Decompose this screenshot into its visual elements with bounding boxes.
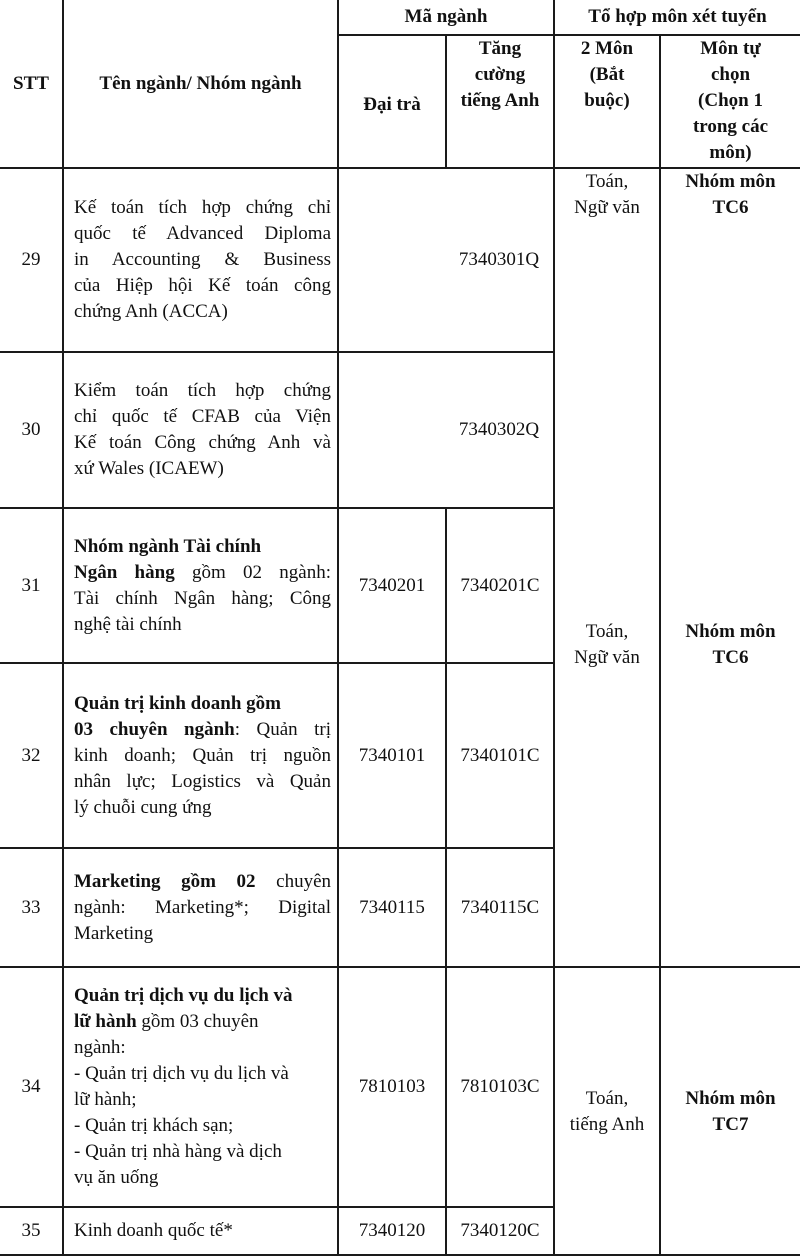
header-name-label: Tên ngành/ Nhóm ngành bbox=[99, 72, 302, 94]
program-name-line bbox=[74, 560, 331, 586]
header-ma-nganh bbox=[339, 0, 553, 34]
subject-line: TC6 bbox=[712, 197, 749, 218]
program-name-bold: Quản trị kinh doanh gồm bbox=[74, 692, 281, 714]
code-dai-tra: 7340101 bbox=[358, 744, 426, 766]
row-35-dai-tra bbox=[339, 1208, 445, 1254]
program-name-line: nhân lực; Logistics và Quản bbox=[74, 770, 331, 792]
row-33-tang-cuong bbox=[447, 849, 553, 966]
program-name-line bbox=[74, 717, 331, 743]
header-tang-cuong-line: cường bbox=[474, 64, 526, 85]
code-tang-cuong: 7340302Q bbox=[458, 419, 540, 440]
program-name-line: - Quản trị dịch vụ du lịch và bbox=[74, 1063, 289, 1084]
program-name-line: Tài chính Ngân hàng; Công bbox=[74, 587, 331, 609]
row-33-stt bbox=[0, 849, 62, 966]
row-31-stt bbox=[0, 509, 62, 662]
subject-line: Toán, bbox=[585, 621, 629, 642]
program-name-line bbox=[74, 534, 331, 560]
header-hai-mon-line: 2 Môn bbox=[580, 38, 634, 59]
subject-required-group bbox=[555, 1082, 659, 1142]
stt-value: 31 bbox=[21, 574, 41, 596]
header-dai-tra bbox=[339, 36, 445, 167]
program-name-text: : Quản trị bbox=[234, 718, 331, 740]
program-name-line: Kinh doanh quốc tế* bbox=[74, 1220, 233, 1241]
subject-line: Nhóm môn bbox=[685, 171, 776, 192]
row-30-name bbox=[64, 353, 337, 507]
stt-value: 32 bbox=[21, 744, 41, 766]
header-name bbox=[64, 0, 337, 167]
header-tu-chon-line: (Chọn 1 bbox=[698, 90, 763, 111]
code-tang-cuong: 7810103C bbox=[460, 1076, 540, 1097]
subject-line: Nhóm môn bbox=[685, 1088, 776, 1109]
subject-line: tiếng Anh bbox=[569, 1114, 645, 1135]
subject-line: Nhóm môn bbox=[685, 621, 776, 642]
subject-required-group bbox=[555, 615, 659, 675]
subject-line: TC7 bbox=[712, 1114, 749, 1135]
program-name-line: xứ Wales (ICAEW) bbox=[74, 458, 224, 479]
header-tang-cuong-line: Tăng bbox=[478, 38, 522, 59]
subject-line: Ngữ văn bbox=[574, 197, 640, 218]
row-32-tang-cuong bbox=[447, 664, 553, 847]
program-name-bold: Quản trị dịch vụ du lịch và bbox=[74, 985, 293, 1006]
code-tang-cuong: 7340115C bbox=[460, 896, 540, 918]
header-dai-tra-label: Đại trà bbox=[363, 93, 421, 115]
subject-line: Toán, bbox=[585, 1088, 629, 1109]
code-dai-tra: 7340115 bbox=[359, 896, 425, 918]
subject-line: Toán, bbox=[585, 171, 629, 192]
row-32-name bbox=[64, 664, 337, 847]
row-34-tang-cuong bbox=[447, 968, 553, 1206]
row-35-name bbox=[64, 1208, 337, 1254]
row-34-name bbox=[64, 968, 337, 1206]
program-name-line bbox=[74, 691, 331, 717]
header-to-hop bbox=[555, 0, 800, 34]
program-name-bold: 03 chuyên ngành bbox=[74, 718, 235, 740]
code-tang-cuong: 7340301Q bbox=[458, 249, 540, 270]
program-name-line: - Quản trị khách sạn; bbox=[74, 1115, 234, 1136]
subject-line: Ngữ văn bbox=[574, 647, 640, 668]
subject-optional-group bbox=[661, 169, 800, 229]
program-name-line: của Hiệp hội Kế toán công bbox=[74, 275, 331, 296]
program-name-line: quốc tế Advanced Diploma bbox=[74, 223, 331, 244]
program-name-line: kinh doanh; Quản trị nguồn bbox=[74, 744, 331, 766]
row-29-tang-cuong bbox=[339, 169, 553, 351]
subject-required-group bbox=[555, 169, 659, 229]
program-name-bold: Ngân hàng bbox=[74, 561, 175, 583]
program-name-line bbox=[74, 869, 331, 895]
table-border bbox=[0, 1254, 800, 1256]
program-name-line bbox=[74, 983, 331, 1009]
header-hai-mon-line: buộc) bbox=[584, 90, 630, 111]
row-33-name bbox=[64, 849, 337, 966]
header-tu-chon-line: Môn tự bbox=[700, 38, 761, 59]
row-35-tang-cuong bbox=[447, 1208, 553, 1254]
program-name-text: gồm 03 chuyên bbox=[136, 1011, 259, 1032]
subject-optional-group bbox=[661, 615, 800, 675]
header-stt bbox=[0, 0, 62, 167]
program-name-line: in Accounting & Business bbox=[74, 249, 331, 270]
program-name-line: Kế toán Công chứng Anh và bbox=[74, 432, 331, 453]
code-tang-cuong: 7340101C bbox=[460, 744, 540, 766]
header-tu-chon bbox=[661, 36, 800, 167]
header-ma-nganh-label: Mã ngành bbox=[404, 6, 488, 27]
stt-value: 34 bbox=[21, 1076, 41, 1097]
header-tang-cuong-line: tiếng Anh bbox=[460, 90, 540, 111]
stt-value: 30 bbox=[21, 419, 41, 440]
header-tu-chon-line: chọn bbox=[710, 64, 751, 85]
program-name-line: ngành: Marketing*; Digital bbox=[74, 896, 331, 918]
row-30-tang-cuong bbox=[339, 353, 553, 507]
program-name-line: ngành: bbox=[74, 1037, 126, 1058]
row-31-name bbox=[64, 509, 337, 662]
stt-value: 29 bbox=[21, 249, 41, 270]
code-dai-tra: 7340120 bbox=[358, 1220, 426, 1241]
program-name-bold: Marketing gồm 02 bbox=[74, 870, 256, 892]
program-name-line: chỉ quốc tế CFAB của Viện bbox=[74, 406, 331, 427]
program-name-line: Marketing bbox=[74, 922, 154, 944]
program-name-text: chuyên bbox=[255, 870, 331, 892]
program-name-line: lý chuỗi cung ứng bbox=[74, 796, 212, 818]
header-tang-cuong bbox=[447, 36, 553, 167]
program-name-line bbox=[74, 1009, 331, 1035]
row-31-dai-tra bbox=[339, 509, 445, 662]
row-30-stt bbox=[0, 353, 62, 507]
program-name-line: Kiểm toán tích hợp chứng bbox=[74, 380, 331, 401]
subject-optional-group bbox=[661, 1082, 800, 1142]
row-29-stt bbox=[0, 169, 62, 351]
row-32-dai-tra bbox=[339, 664, 445, 847]
header-to-hop-label: Tổ hợp môn xét tuyển bbox=[588, 6, 767, 27]
row-29-name bbox=[64, 169, 337, 351]
program-name-line: lữ hành; bbox=[74, 1089, 137, 1110]
stt-value: 35 bbox=[21, 1220, 41, 1241]
program-name-line: vụ ăn uống bbox=[74, 1167, 159, 1188]
program-name-line: - Quản trị nhà hàng và dịch bbox=[74, 1141, 282, 1162]
program-name-line: nghệ tài chính bbox=[74, 613, 182, 635]
stt-value: 33 bbox=[21, 896, 41, 918]
row-35-stt bbox=[0, 1208, 62, 1254]
header-tu-chon-line: môn) bbox=[709, 142, 752, 163]
code-tang-cuong: 7340120C bbox=[460, 1220, 540, 1241]
row-32-stt bbox=[0, 664, 62, 847]
code-dai-tra: 7810103 bbox=[358, 1076, 426, 1097]
program-name-bold: Nhóm ngành Tài chính bbox=[74, 535, 262, 557]
subject-line: TC6 bbox=[712, 647, 749, 668]
program-name-bold: lữ hành bbox=[74, 1011, 137, 1032]
program-name-text: gồm 02 ngành: bbox=[174, 561, 332, 583]
row-34-stt bbox=[0, 968, 62, 1206]
program-name-line: Kế toán tích hợp chứng chỉ bbox=[74, 197, 331, 218]
code-dai-tra: 7340201 bbox=[358, 574, 426, 596]
header-hai-mon-line: (Bắt bbox=[589, 64, 625, 85]
header-tu-chon-line: trong các bbox=[692, 116, 769, 137]
row-31-tang-cuong bbox=[447, 509, 553, 662]
code-tang-cuong: 7340201C bbox=[460, 574, 540, 596]
program-name-line: chứng Anh (ACCA) bbox=[74, 301, 228, 322]
header-hai-mon bbox=[555, 36, 659, 167]
row-34-dai-tra bbox=[339, 968, 445, 1206]
row-33-dai-tra bbox=[339, 849, 445, 966]
header-stt-label: STT bbox=[13, 72, 49, 94]
